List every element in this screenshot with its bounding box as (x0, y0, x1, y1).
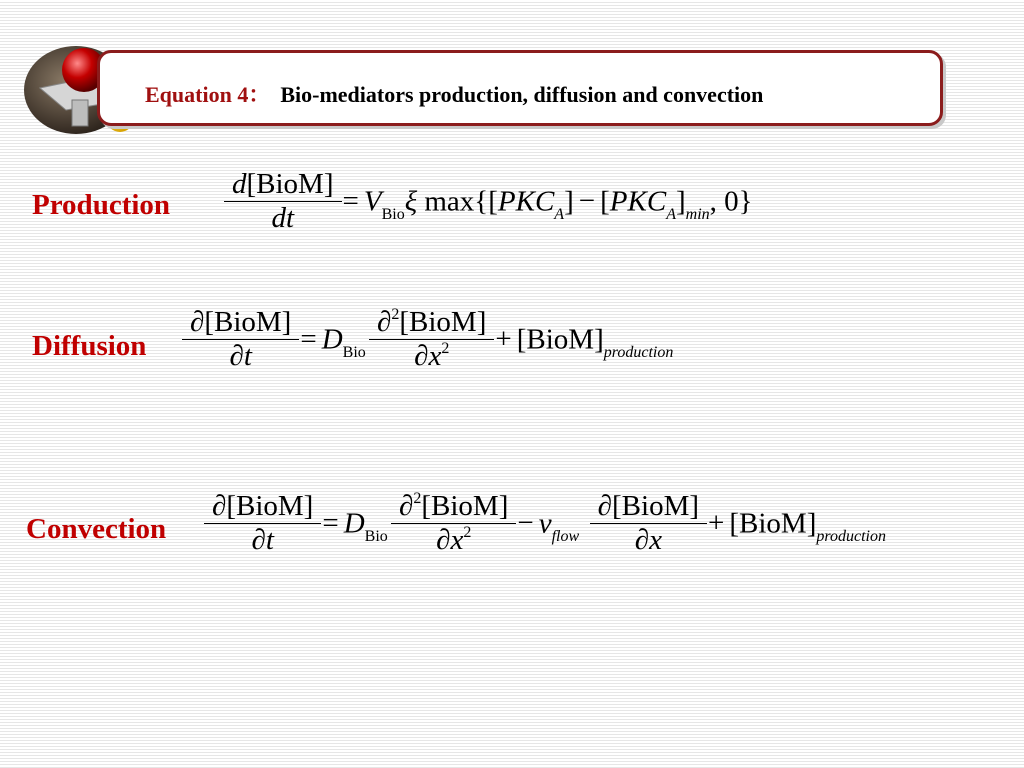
diffusion-equation: $\frac{\text{∂[BioM]}}{\partial t}$ = $D_{Bio}$ $\frac{\partial^2[BioM]}{\partial x^2}$ + $[BioM]_{production}$ (186, 306, 673, 374)
production-lhs-fraction: $\frac{\text{d[BioM]}}{dt}$ (228, 168, 338, 236)
page-title (145, 78, 763, 109)
diffusion-lhs-fraction: $\frac{\text{∂[BioM]}}{\partial t}$ (186, 306, 295, 374)
title-description: Bio-mediators production, diffusion and convection (280, 82, 764, 107)
convection-gradient: $\frac{\text{∂[BioM]}}{\partial x}$ (594, 490, 703, 558)
production-equation: $\frac{\text{d[BioM]}}{dt}$ = $V_{Bio}\xi$ $\max\{[PKC_A] - [PKC_A]_{min}$, 0} (228, 168, 753, 236)
diffusion-label: Diffusion (32, 330, 147, 362)
convection-label: Convection (26, 513, 167, 545)
production-label: Production (32, 189, 171, 221)
title-separator: ： (248, 82, 271, 107)
convection-equation: $\frac{\text{∂[BioM]}}{\partial t}$ = $D_{Bio}$ $\frac{\partial^2[BioM]}{\partial x^2}$ − $v_{flow}$ $\frac{\text{∂[BioM]}}{\partial x}$ + $[BioM]_{production}$ (208, 490, 886, 558)
convection-second-derivative: $\frac{\partial^2[BioM]}{\partial x^2}$ (395, 490, 512, 558)
diffusion-second-derivative: $\frac{\partial^2[BioM]}{\partial x^2}$ (373, 306, 490, 374)
convection-lhs-fraction: $\frac{\text{∂[BioM]}}{\partial t}$ (208, 490, 317, 558)
title-equation-label: Equation 4 (145, 82, 249, 107)
